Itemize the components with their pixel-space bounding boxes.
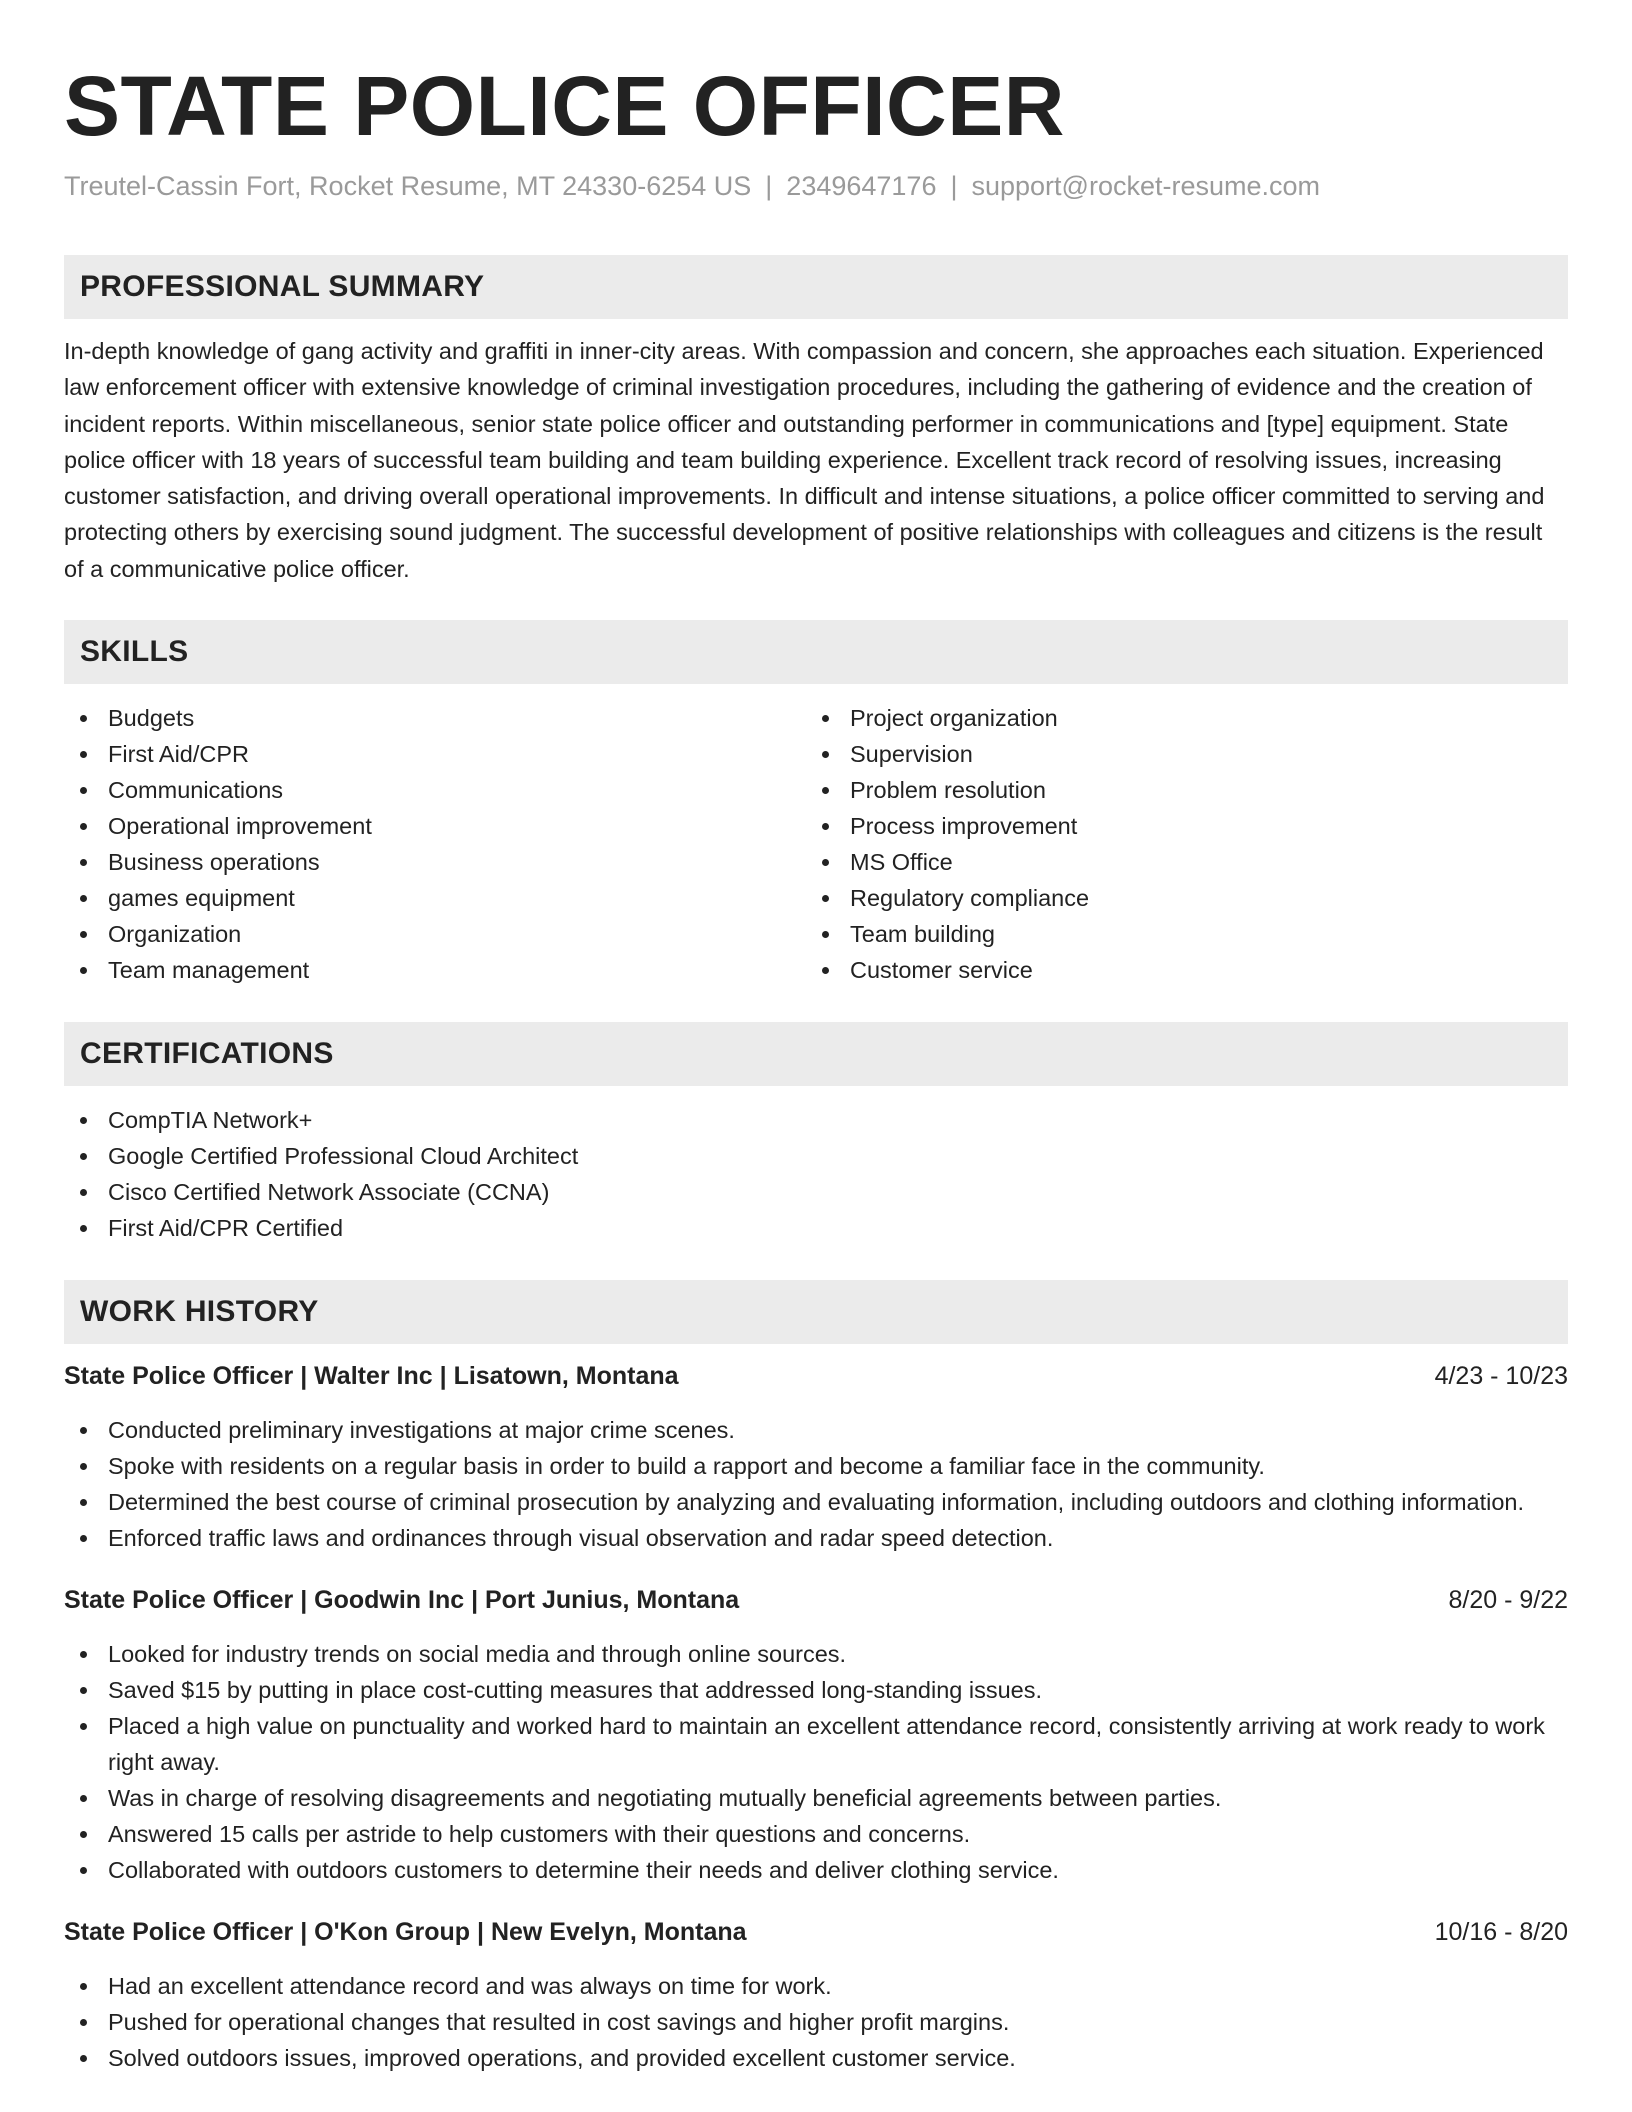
skill-item: Communications	[64, 772, 806, 808]
job-bullet: Saved $15 by putting in place cost-cutting measures that addressed long-standing issues.	[64, 1672, 1568, 1708]
skill-item: games equipment	[64, 880, 806, 916]
job-dates: 4/23 - 10/23	[1434, 1362, 1568, 1391]
job-bullets	[64, 1968, 1568, 2076]
job-entry	[64, 1582, 1568, 1888]
skills-list-left	[64, 700, 806, 988]
job-bullet: Collaborated with outdoors customers to determine their needs and deliver clothing service.	[64, 1852, 1568, 1888]
skill-item: Budgets	[64, 700, 806, 736]
skill-item: Customer service	[806, 952, 1548, 988]
skill-item: Business operations	[64, 844, 806, 880]
skill-item: Process improvement	[806, 808, 1548, 844]
job-bullet: Conducted preliminary investigations at major crime scenes.	[64, 1412, 1568, 1448]
job-header	[64, 1914, 1568, 1950]
contact-address: Treutel-Cassin Fort, Rocket Resume, MT 24330-6254 US	[64, 171, 752, 201]
skills-grid	[64, 700, 1568, 988]
skills-heading: SKILLS	[64, 620, 1568, 684]
skill-item: MS Office	[806, 844, 1548, 880]
skill-item: Team building	[806, 916, 1548, 952]
job-header	[64, 1582, 1568, 1618]
job-title: State Police Officer | Goodwin Inc | Port Junius, Montana	[64, 1586, 740, 1615]
job-bullets	[64, 1636, 1568, 1888]
job-header	[64, 1358, 1568, 1394]
job-bullet: Enforced traffic laws and ordinances through visual observation and radar speed detection.	[64, 1520, 1568, 1556]
job-bullet: Determined the best course of criminal prosecution by analyzing and evaluating information, including outdoors and clothing information.	[64, 1484, 1568, 1520]
skill-item: Project organization	[806, 700, 1548, 736]
work-history-heading: WORK HISTORY	[64, 1280, 1568, 1344]
certification-item: CompTIA Network+	[64, 1102, 1568, 1138]
job-entry	[64, 1358, 1568, 1556]
job-entry	[64, 1914, 1568, 2076]
skill-item: Operational improvement	[64, 808, 806, 844]
contact-line	[64, 168, 1568, 204]
contact-email: support@rocket-resume.com	[971, 171, 1321, 201]
certification-item: Google Certified Professional Cloud Architect	[64, 1138, 1568, 1174]
job-bullet: Answered 15 calls per astride to help customers with their questions and concerns.	[64, 1816, 1568, 1852]
job-bullets	[64, 1412, 1568, 1556]
job-bullet: Placed a high value on punctuality and worked hard to maintain an excellent attendance record, consistently arriving at work ready to work right away.	[64, 1708, 1568, 1780]
certification-item: First Aid/CPR Certified	[64, 1210, 1568, 1246]
job-bullet: Pushed for operational changes that resulted in cost savings and higher profit margins.	[64, 2004, 1568, 2040]
certification-item: Cisco Certified Network Associate (CCNA)	[64, 1174, 1568, 1210]
summary-heading: PROFESSIONAL SUMMARY	[64, 255, 1568, 319]
skill-item: First Aid/CPR	[64, 736, 806, 772]
skill-item: Regulatory compliance	[806, 880, 1548, 916]
job-title: State Police Officer | O'Kon Group | New Evelyn, Montana	[64, 1918, 747, 1947]
skill-item: Team management	[64, 952, 806, 988]
resume-name: STATE POLICE OFFICER	[64, 59, 1065, 153]
contact-separator: |	[950, 171, 958, 201]
job-title: State Police Officer | Walter Inc | Lisatown, Montana	[64, 1362, 679, 1391]
job-bullet: Looked for industry trends on social media and through online sources.	[64, 1636, 1568, 1672]
job-bullet: Was in charge of resolving disagreements and negotiating mutually beneficial agreements between parties.	[64, 1780, 1568, 1816]
skill-item: Organization	[64, 916, 806, 952]
job-bullet: Solved outdoors issues, improved operations, and provided excellent customer service.	[64, 2040, 1568, 2076]
certifications-heading: CERTIFICATIONS	[64, 1022, 1568, 1086]
summary-text: In-depth knowledge of gang activity and graffiti in inner-city areas. With compassion and concern, she approaches each situation. Experienced law enforcement officer with extensive knowledge of criminal investigation procedures, including the gathering of evidence and the creation of incident reports. Within miscellaneous, senior state police officer and outstanding performer in communications and [type] equipment. State police officer with 18 years of successful team building and team building experience. Excellent track record of resolving issues, increasing customer satisfaction, and driving overall operational improvements. In difficult and intense situations, a police officer committed to serving and protecting others by exercising sound judgment. The successful development of positive relationships with colleagues and citizens is the result of a communicative police officer.	[64, 338, 1545, 582]
job-bullet: Spoke with residents on a regular basis in order to build a rapport and become a familiar face in the community.	[64, 1448, 1568, 1484]
job-dates: 8/20 - 9/22	[1448, 1586, 1568, 1615]
skill-item: Problem resolution	[806, 772, 1548, 808]
contact-separator: |	[765, 171, 773, 201]
certifications-list	[64, 1102, 1568, 1246]
skills-list-right	[806, 700, 1548, 988]
contact-phone: 2349647176	[786, 171, 937, 201]
job-dates: 10/16 - 8/20	[1434, 1918, 1568, 1947]
job-bullet: Had an excellent attendance record and was always on time for work.	[64, 1968, 1568, 2004]
skill-item: Supervision	[806, 736, 1548, 772]
